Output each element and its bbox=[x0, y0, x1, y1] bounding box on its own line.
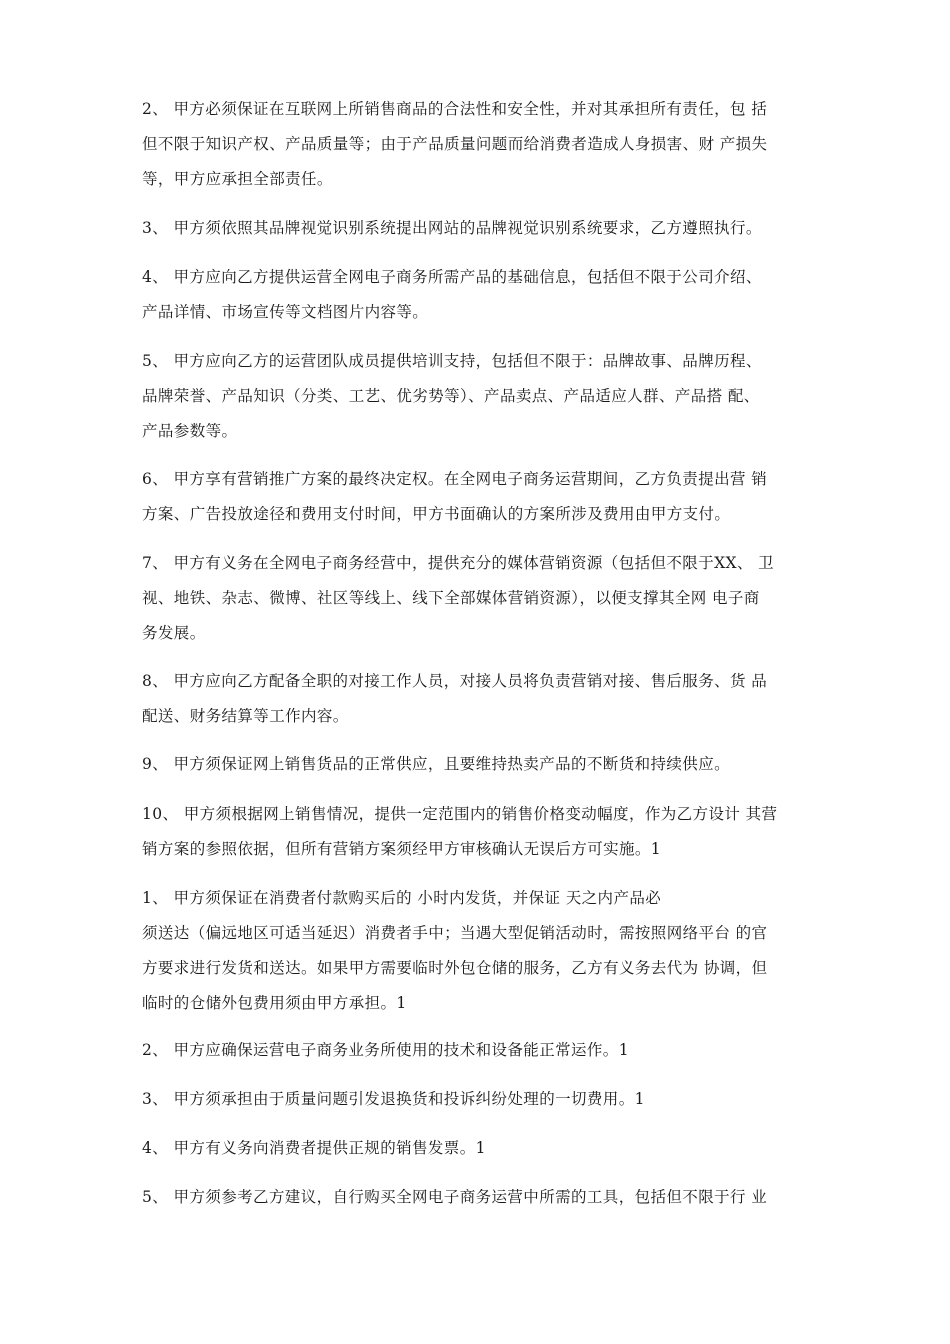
text-line: 1、 甲方须保证在消费者付款购买后的 小时内发货，并保证 天之内产品必 bbox=[142, 889, 662, 907]
clause-paragraph bbox=[142, 1082, 818, 1117]
clause-paragraph bbox=[142, 344, 818, 449]
text-line: 2、 甲方必须保证在互联网上所销售商品的合法性和安全性，并对其承担所有责任，包 括 bbox=[142, 100, 768, 118]
text-line: 产品详情、市场宣传等文档图片内容等。 bbox=[142, 303, 429, 321]
clause-paragraph bbox=[142, 546, 818, 651]
text-line: 视、地铁、杂志、微博、社区等线上、线下全部媒体营销资源），以便支撑其全网 电子商 bbox=[142, 589, 760, 607]
clause-paragraph bbox=[142, 1180, 818, 1215]
text-line: 配送、财务结算等工作内容。 bbox=[142, 707, 349, 725]
text-line: 4、 甲方有义务向消费者提供正规的销售发票。1 bbox=[142, 1139, 486, 1157]
text-line: 6、 甲方享有营销推广方案的最终决定权。在全网电子商务运营期间，乙方负责提出营 销 bbox=[142, 470, 768, 488]
text-line: 5、 甲方须参考乙方建议，自行购买全网电子商务运营中所需的工具，包括但不限于行 业 bbox=[142, 1188, 768, 1206]
clause-paragraph bbox=[142, 211, 818, 246]
clause-paragraph bbox=[142, 1033, 818, 1068]
text-line: 8、 甲方应向乙方配备全职的对接工作人员，对接人员将负责营销对接、售后服务、货 品 bbox=[142, 672, 768, 690]
text-line: 7、 甲方有义务在全网电子商务经营中，提供充分的媒体营销资源（包括但不限于XX、 卫 bbox=[142, 554, 775, 572]
text-line: 4、 甲方应向乙方提供运营全网电子商务所需产品的基础信息，包括但不限于公司介绍、 bbox=[142, 268, 762, 286]
text-line: 但不限于知识产权、产品质量等；由于产品质量问题而给消费者造成人身损害、财 产损失 bbox=[142, 135, 768, 153]
text-line: 产品参数等。 bbox=[142, 422, 238, 440]
clause-paragraph bbox=[142, 664, 818, 734]
clause-paragraph bbox=[142, 881, 818, 1021]
clause-paragraph bbox=[142, 797, 818, 867]
clause-paragraph bbox=[142, 260, 818, 330]
text-line: 临时的仓储外包费用须由甲方承担。1 bbox=[142, 994, 407, 1012]
text-line: 9、 甲方须保证网上销售货品的正常供应，且要维持热卖产品的不断货和持续供应。 bbox=[142, 755, 730, 773]
clause-paragraph bbox=[142, 92, 818, 197]
clause-paragraph bbox=[142, 747, 818, 782]
text-line: 销方案的参照依据，但所有营销方案须经甲方审核确认无误后方可实施。1 bbox=[142, 840, 662, 858]
clause-paragraph bbox=[142, 462, 818, 532]
text-line: 等，甲方应承担全部责任。 bbox=[142, 170, 333, 188]
clause-paragraph bbox=[142, 1131, 818, 1166]
text-line: 5、 甲方应向乙方的运营团队成员提供培训支持，包括但不限于：品牌故事、品牌历程、 bbox=[142, 352, 762, 370]
text-line: 须送达（偏远地区可适当延迟）消费者手中；当遇大型促销活动时，需按照网络平台 的官 bbox=[142, 924, 768, 942]
text-line: 3、 甲方须承担由于质量问题引发退换货和投诉纠纷处理的一切费用。1 bbox=[142, 1090, 645, 1108]
text-line: 方案、广告投放途径和费用支付时间，甲方书面确认的方案所涉及费用由甲方支付。 bbox=[142, 505, 731, 523]
text-line: 方要求进行发货和送达。如果甲方需要临时外包仓储的服务，乙方有义务去代为 协调，但 bbox=[142, 959, 768, 977]
text-line: 务发展。 bbox=[142, 624, 206, 642]
text-line: 品牌荣誉、产品知识（分类、工艺、优劣势等）、产品卖点、产品适应人群、产品搭 配、 bbox=[142, 387, 760, 405]
text-line: 10、 甲方须根据网上销售情况，提供一定范围内的销售价格变动幅度，作为乙方设计 其营 bbox=[142, 805, 778, 823]
text-line: 3、 甲方须依照其品牌视觉识别系统提出网站的品牌视觉识别系统要求，乙方遵照执行。 bbox=[142, 219, 762, 237]
text-line: 2、 甲方应确保运营电子商务业务所使用的技术和设备能正常运作。1 bbox=[142, 1041, 629, 1059]
